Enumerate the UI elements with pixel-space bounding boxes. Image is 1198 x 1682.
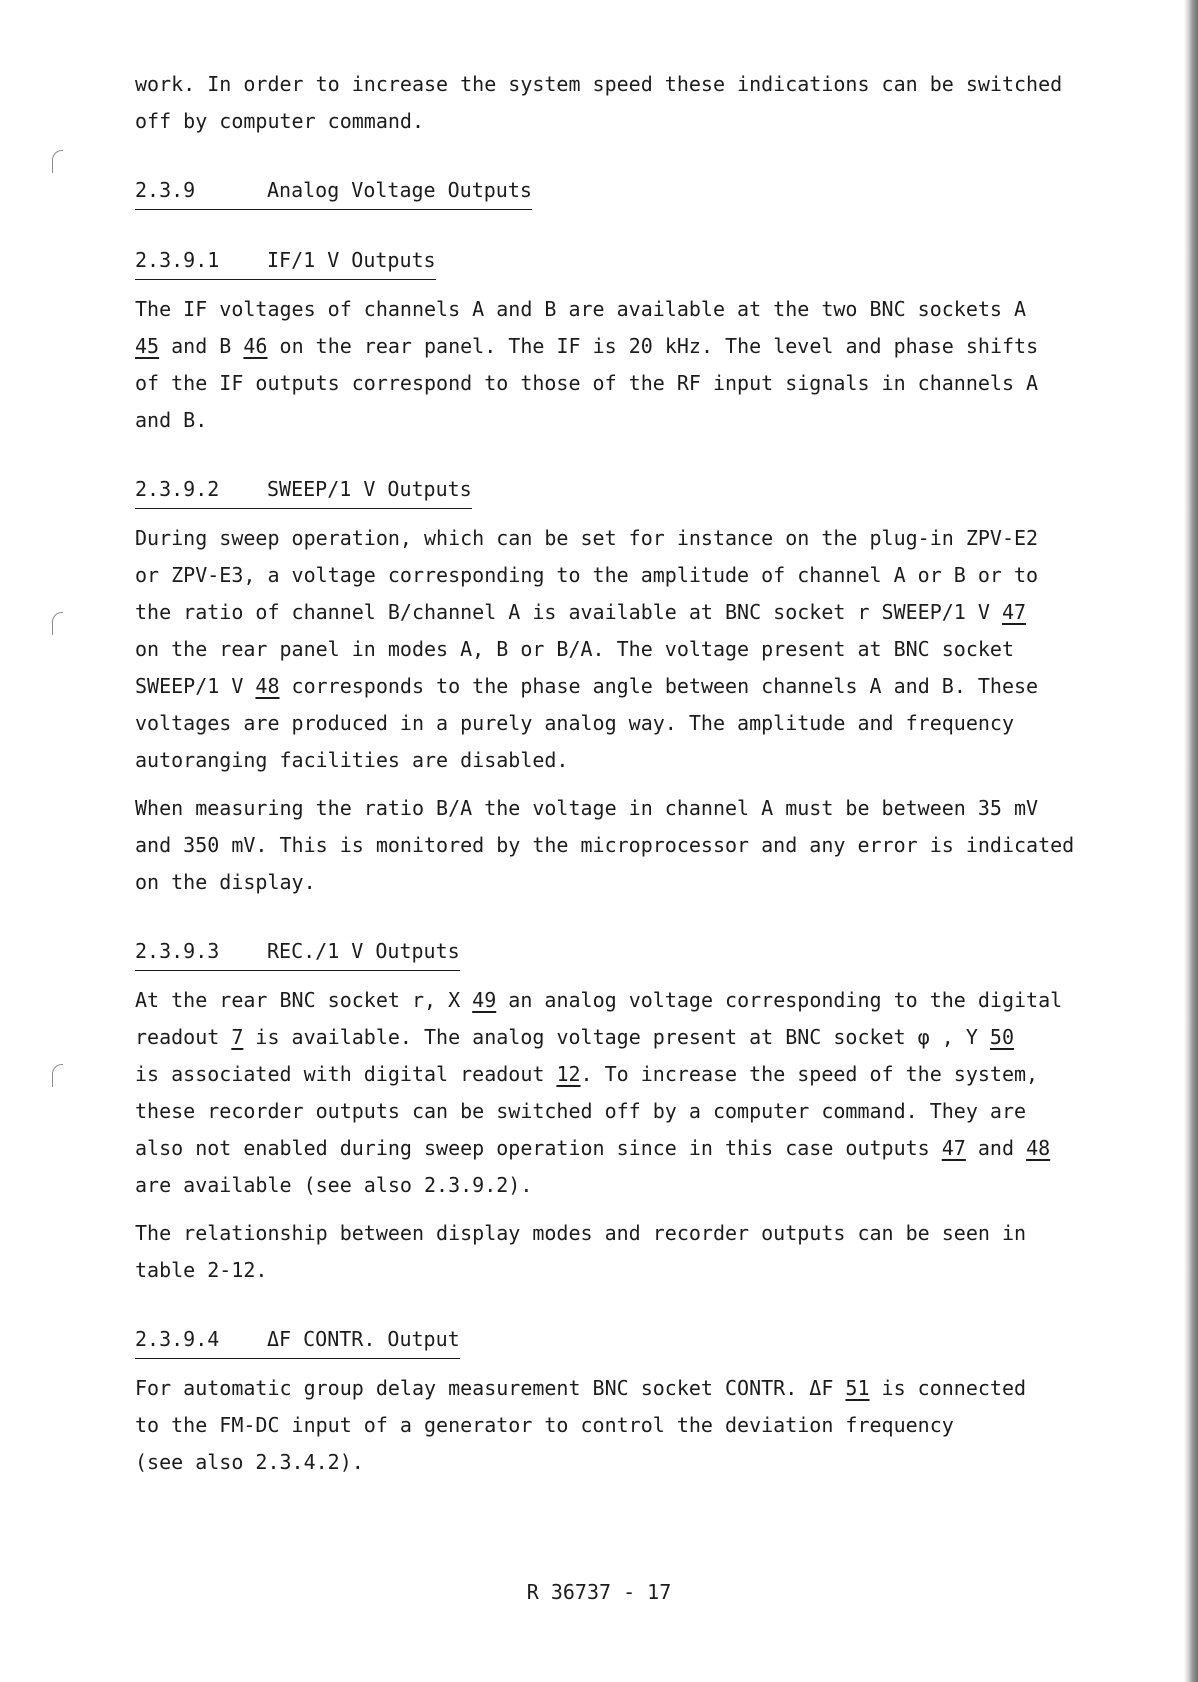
section-title: SWEEP/1 V Outputs [267, 477, 472, 501]
section-title: IF/1 V Outputs [267, 248, 436, 272]
text-line [135, 1370, 1095, 1407]
text-line: table 2-12. [135, 1258, 268, 1282]
section-heading-2-3-9-2 [135, 472, 472, 509]
sweep-outputs-paragraph [135, 520, 1095, 779]
recorder-outputs-paragraph [135, 982, 1095, 1204]
readout-ref-7: 7 [231, 1025, 244, 1049]
text-line: these recorder outputs can be switched off by a computer command. They are [135, 1099, 1027, 1123]
socket-ref-49: 49 [472, 988, 497, 1012]
section-number: 2.3.9 [135, 178, 196, 202]
section-number: 2.3.9.4 [135, 1327, 220, 1351]
text-run: For automatic group delay measurement BNC socket CONTR. ΔF [135, 1376, 846, 1400]
text-run: is available. The analog voltage present at BNC socket φ , Y [243, 1025, 990, 1049]
text-line: and 350 mV. This is monitored by the microprocessor and any error is indicated [135, 833, 1075, 857]
text-line: on the rear panel in modes A, B or B/A. The voltage present at BNC socket [135, 637, 1014, 661]
text-line: During sweep operation, which can be set for instance on the plug-in ZPV-E2 [135, 526, 1039, 550]
text-run: At the rear BNC socket r, X [135, 988, 473, 1012]
readout-ref-12: 12 [556, 1062, 581, 1086]
socket-ref-48: 48 [255, 674, 280, 698]
socket-ref-46: 46 [243, 334, 268, 358]
text-run: the ratio of channel B/channel A is available at BNC socket r SWEEP/1 V [135, 600, 1002, 624]
section-number: 2.3.9.3 [135, 939, 220, 963]
text-line: voltages are produced in a purely analog way. The amplitude and frequency [135, 711, 1014, 735]
page-binding-edge [1184, 0, 1198, 1682]
section-number: 2.3.9.2 [135, 477, 220, 501]
section-heading-2-3-9-4 [135, 1322, 460, 1359]
text-line [135, 982, 1095, 1019]
margin-mark [52, 612, 63, 635]
section-heading-2-3-9-1 [135, 243, 436, 280]
if-outputs-paragraph [135, 291, 1095, 439]
socket-ref-47: 47 [1001, 600, 1027, 624]
section-heading-2-3-9 [135, 173, 532, 210]
text-line [135, 1130, 1095, 1167]
section-title: Analog Voltage Outputs [267, 178, 532, 202]
text-line [135, 328, 1095, 365]
text-run: also not enabled during sweep operation since in this case outputs [135, 1136, 942, 1160]
page-footer: R 36737 - 17 [526, 1580, 672, 1604]
text-run: on the rear panel. The IF is 20 kHz. The level and phase shifts [267, 334, 1039, 358]
text-line: When measuring the ratio B/A the voltage in channel A must be between 35 mV [135, 796, 1039, 820]
text-line: of the IF outputs correspond to those of the RF input signals in channels A [135, 371, 1039, 395]
text-line [135, 594, 1095, 631]
socket-ref-48: 48 [1026, 1136, 1051, 1160]
text-line: The relationship between display modes and recorder outputs can be seen in [135, 1221, 1027, 1245]
text-line: (see also 2.3.4.2). [135, 1450, 364, 1474]
socket-ref-50: 50 [989, 1025, 1015, 1049]
text-line: and B. [135, 408, 208, 432]
section-title: REC./1 V Outputs [267, 939, 460, 963]
text-line: on the display. [135, 870, 316, 894]
text-run: . To increase the speed of the system, [580, 1062, 1039, 1086]
text-line: or ZPV-E3, a voltage corresponding to the amplitude of channel A or B or to [135, 563, 1039, 587]
text-run: and B [159, 334, 244, 358]
text-run: is associated with digital readout [135, 1062, 557, 1086]
socket-ref-47: 47 [941, 1136, 966, 1160]
display-modes-paragraph [135, 1215, 1095, 1289]
text-line: off by computer command. [135, 109, 424, 133]
text-run: and [965, 1136, 1027, 1160]
socket-ref-51: 51 [845, 1376, 870, 1400]
text-line [135, 1019, 1095, 1056]
text-run: is connected [869, 1376, 1027, 1400]
margin-mark [52, 150, 63, 173]
text-line: to the FM-DC input of a generator to control the deviation frequency [135, 1413, 954, 1437]
contr-output-paragraph [135, 1370, 1095, 1481]
text-line: autoranging facilities are disabled. [135, 748, 569, 772]
section-title: ΔF CONTR. Output [267, 1327, 460, 1351]
ratio-measurement-paragraph [135, 790, 1095, 901]
intro-paragraph [135, 66, 1095, 140]
text-run: SWEEP/1 V [135, 674, 256, 698]
text-line: work. In order to increase the system speed these indications can be switched [135, 72, 1063, 96]
text-line: The IF voltages of channels A and B are available at the two BNC sockets A [135, 297, 1027, 321]
section-number: 2.3.9.1 [135, 248, 220, 272]
margin-mark [52, 1064, 63, 1087]
section-heading-2-3-9-3 [135, 934, 460, 971]
text-run: an analog voltage corresponding to the digital [496, 988, 1063, 1012]
text-line [135, 1056, 1095, 1093]
text-run: corresponds to the phase angle between channels A and B. These [279, 674, 1039, 698]
socket-ref-45: 45 [135, 334, 160, 358]
text-line [135, 668, 1095, 705]
text-run: readout [135, 1025, 232, 1049]
text-line: are available (see also 2.3.9.2). [135, 1173, 533, 1197]
document-body [135, 66, 1095, 1481]
